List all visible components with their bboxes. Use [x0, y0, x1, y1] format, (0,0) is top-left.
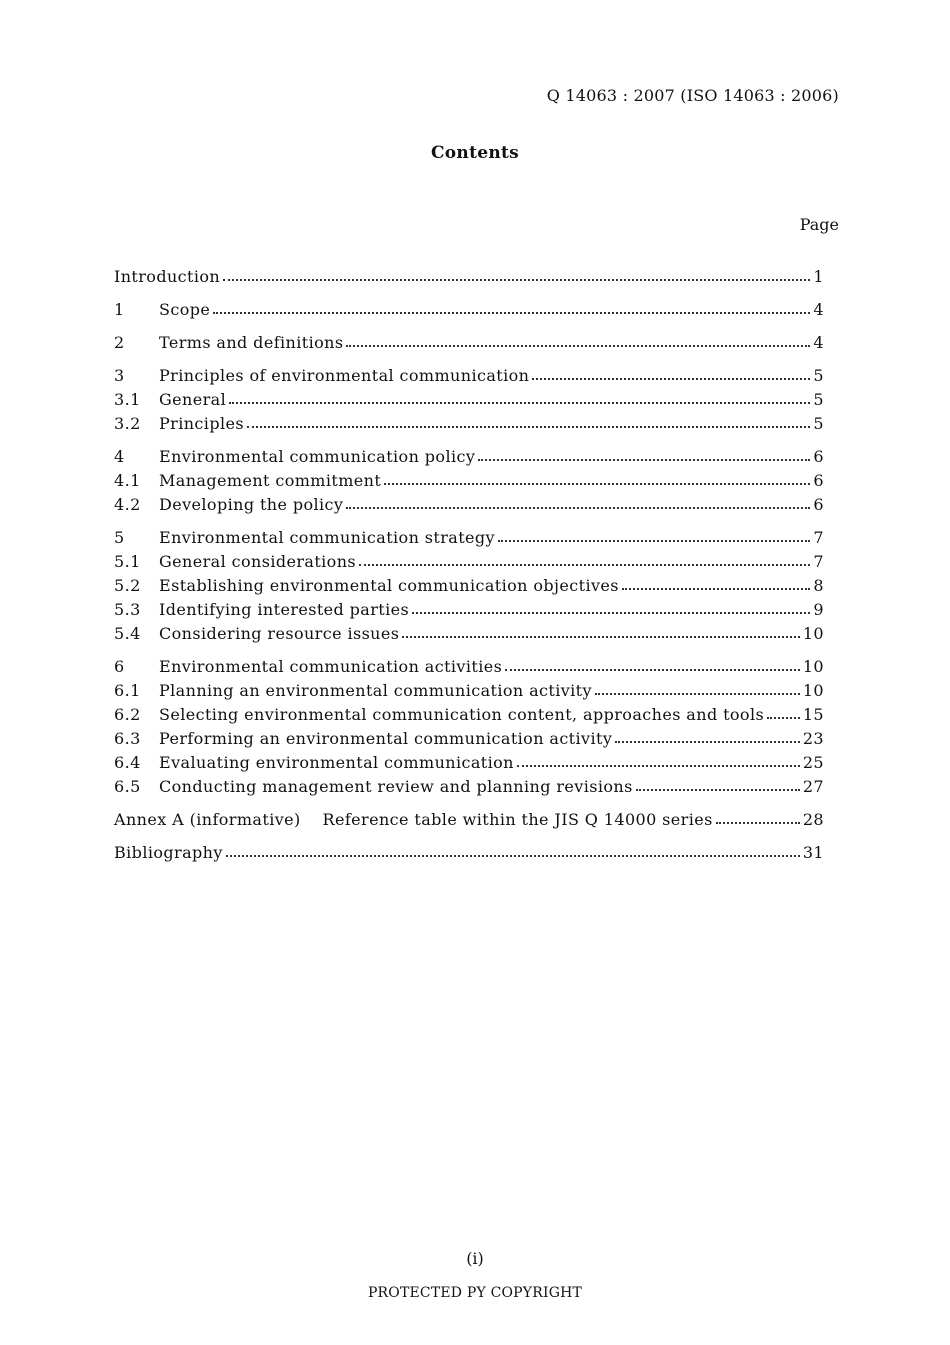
toc-entry[interactable] — [114, 655, 824, 679]
toc-entry-title: General — [159, 390, 227, 409]
toc-entry-title: Principles of environmental communication — [159, 366, 530, 385]
toc-entry[interactable] — [114, 808, 824, 832]
toc-entry-page: 6 — [813, 447, 824, 466]
toc-entry-title: Planning an environmental communication activity — [159, 681, 592, 700]
dot-leader — [622, 588, 811, 590]
toc-entry-page: 5 — [813, 414, 824, 433]
dot-leader — [636, 789, 800, 791]
dot-leader — [412, 612, 810, 614]
toc-entry[interactable] — [114, 364, 824, 388]
toc-entry-number: 6.1 — [114, 681, 141, 700]
dot-leader — [226, 855, 800, 857]
toc-entry-title: Establishing environmental communication objectives — [159, 576, 619, 595]
dot-leader — [767, 717, 800, 719]
toc-entry[interactable] — [114, 574, 824, 598]
copyright-notice: PROTECTED PY COPYRIGHT — [367, 1285, 583, 1301]
dot-leader — [505, 669, 800, 671]
toc-entry[interactable] — [114, 598, 824, 622]
toc-entry-number: 3.1 — [114, 390, 141, 409]
toc-entry-title: Environmental communication policy — [159, 447, 476, 466]
toc-entry-page: 15 — [802, 705, 824, 724]
toc-entry[interactable] — [114, 493, 824, 517]
dot-leader — [223, 279, 810, 281]
toc-entry[interactable] — [114, 526, 824, 550]
toc-entry-number: 2 — [114, 333, 125, 352]
toc-entry[interactable] — [114, 265, 824, 289]
document-id-header: Q 14063 : 2007 (ISO 14063 : 2006) — [546, 86, 839, 105]
toc-entry-title: Management commitment — [159, 471, 382, 490]
toc-entry[interactable] — [114, 331, 824, 355]
dot-leader — [346, 507, 810, 509]
toc-entry-number: 6.5 — [114, 777, 141, 796]
toc-entry-number: 3.2 — [114, 414, 141, 433]
dot-leader — [478, 459, 810, 461]
toc-entry[interactable] — [114, 445, 824, 469]
toc-entry-title: Identifying interested parties — [159, 600, 410, 619]
toc-entry-number: 6.2 — [114, 705, 141, 724]
toc-entry-number: 3 — [114, 366, 125, 385]
toc-entry-page: 27 — [802, 777, 824, 796]
contents-title: Contents — [430, 143, 520, 163]
toc-entry-number: 5.4 — [114, 624, 141, 643]
toc-entry-number: 5.1 — [114, 552, 141, 571]
toc-entry-page: 6 — [813, 471, 824, 490]
dot-leader — [247, 426, 810, 428]
toc-entry-title: Bibliography — [114, 843, 223, 862]
toc-entry-number: 1 — [114, 300, 125, 319]
dot-leader — [716, 822, 800, 824]
toc-entry-page: 5 — [813, 390, 824, 409]
toc-entry-page: 5 — [813, 366, 824, 385]
dot-leader — [532, 378, 810, 380]
toc-entry-title: Principles — [159, 414, 244, 433]
toc-entry-title: Annex A (informative) Reference table within the JIS Q 14000 series — [114, 810, 713, 829]
dot-leader — [346, 345, 810, 347]
toc-entry-title: Scope — [159, 300, 211, 319]
toc-entry-number: 4.2 — [114, 495, 141, 514]
toc-entry-number: 6.4 — [114, 753, 141, 772]
toc-entry-number: 6 — [114, 657, 125, 676]
toc-entry[interactable] — [114, 727, 824, 751]
toc-entry-number: 5.3 — [114, 600, 141, 619]
dot-leader — [595, 693, 800, 695]
toc-entry[interactable] — [114, 775, 824, 799]
table-of-contents — [114, 265, 824, 865]
toc-entry-page: 10 — [802, 657, 824, 676]
toc-entry-number: 5.2 — [114, 576, 141, 595]
toc-entry-title: Considering resource issues — [159, 624, 400, 643]
toc-entry-title: Selecting environmental communication content, approaches and tools — [159, 705, 765, 724]
dot-leader — [402, 636, 799, 638]
page-column-label: Page — [799, 215, 839, 234]
toc-entry-page: 10 — [802, 624, 824, 643]
toc-entry-page: 25 — [802, 753, 824, 772]
toc-entry-title: Evaluating environmental communication — [159, 753, 514, 772]
toc-entry-page: 6 — [813, 495, 824, 514]
toc-entry-page: 28 — [802, 810, 824, 829]
dot-leader — [384, 483, 810, 485]
toc-entry-title: Terms and definitions — [159, 333, 344, 352]
toc-entry-title: Conducting management review and planning revisions — [159, 777, 633, 796]
toc-entry[interactable] — [114, 679, 824, 703]
toc-entry-page: 4 — [813, 333, 824, 352]
toc-entry-title: Environmental communication strategy — [159, 528, 495, 547]
footer-page-number: (i) — [466, 1249, 484, 1268]
dot-leader — [517, 765, 800, 767]
toc-entry[interactable] — [114, 469, 824, 493]
toc-entry-title: General considerations — [159, 552, 357, 571]
toc-entry-page: 23 — [802, 729, 824, 748]
toc-entry-title: Performing an environmental communication activity — [159, 729, 613, 748]
toc-entry[interactable] — [114, 412, 824, 436]
toc-entry-page: 8 — [813, 576, 824, 595]
toc-entry[interactable] — [114, 388, 824, 412]
toc-entry[interactable] — [114, 751, 824, 775]
toc-entry-page: 7 — [813, 552, 824, 571]
dot-leader — [213, 312, 810, 314]
toc-entry-page: 4 — [813, 300, 824, 319]
toc-entry-number: 4.1 — [114, 471, 141, 490]
toc-entry-number: 6.3 — [114, 729, 141, 748]
toc-entry[interactable] — [114, 841, 824, 865]
toc-entry[interactable] — [114, 550, 824, 574]
dot-leader — [615, 741, 800, 743]
toc-entry[interactable] — [114, 298, 824, 322]
toc-entry-page: 31 — [802, 843, 824, 862]
toc-entry-title: Environmental communication activities — [159, 657, 503, 676]
toc-entry[interactable] — [114, 703, 824, 727]
toc-entry-page: 7 — [813, 528, 824, 547]
toc-entry-page: 10 — [802, 681, 824, 700]
toc-entry-title: Developing the policy — [159, 495, 344, 514]
dot-leader — [229, 402, 810, 404]
toc-entry-page: 9 — [813, 600, 824, 619]
dot-leader — [498, 540, 810, 542]
toc-entry-number: 4 — [114, 447, 125, 466]
toc-entry-number: 5 — [114, 528, 125, 547]
toc-entry[interactable] — [114, 622, 824, 646]
dot-leader — [359, 564, 810, 566]
toc-entry-page: 1 — [813, 267, 824, 286]
toc-entry-title: Introduction — [114, 267, 221, 286]
